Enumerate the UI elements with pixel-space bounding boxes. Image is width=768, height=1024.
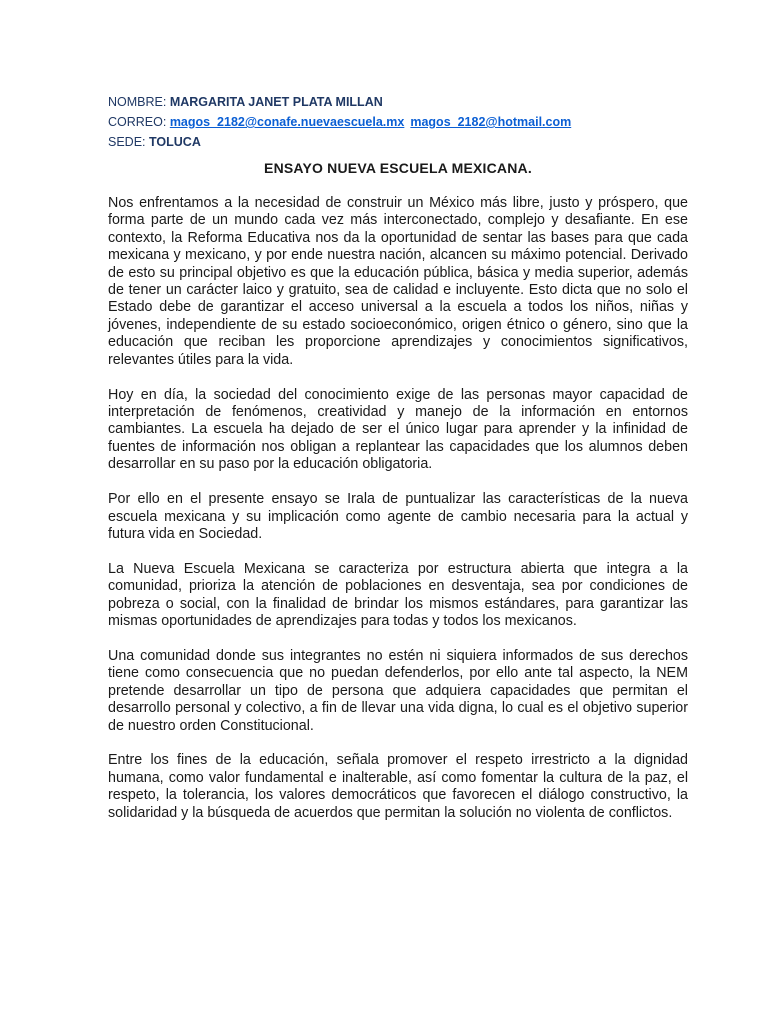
paragraph-4: La Nueva Escuela Mexicana se caracteriza por estructura abierta que integra a la comunidad, prioriza la atención de poblaciones en desventaja, sea por condiciones de pobreza o social, con la finalidad de brindar los mismos estándares, para garantizar las mismas oportunidades de aprendizajes para todas y todos los mexicanos. <box>108 560 688 630</box>
correo-label: CORREO: <box>108 115 170 129</box>
paragraph-2: Hoy en día, la sociedad del conocimiento exige de las personas mayor capacidad de interpretación de fenómenos, creatividad y manejo de la información en entornos cambiantes. La escuela ha dejado de ser el único lugar para aprender y la infinidad de fuentes de información nos obligan a replantear las capacidades que los alumnos deben desarrollar en su paso por la educación obligatoria. <box>108 386 688 473</box>
document-page <box>108 92 688 840</box>
email-link-hotmail[interactable]: magos_2182@hotmail.com <box>410 115 572 129</box>
sede-label: SEDE: <box>108 135 149 149</box>
sede-value: TOLUCA <box>149 135 201 149</box>
nombre-value: MARGARITA JANET PLATA MILLAN <box>169 95 383 109</box>
document-title: ENSAYO NUEVA ESCUELA MEXICANA. <box>264 160 532 176</box>
paragraph-6: Entre los fines de la educación, señala promover el respeto irrestricto a la dignidad humana, como valor fundamental e inalterable, así como fomentar la cultura de la paz, el respeto, la tolerancia, los valores democráticos que favorecen el diálogo constructivo, la solidaridad y la búsqueda de acuerdos que permitan la solución no violenta de conflictos. <box>108 752 688 821</box>
paragraph-5: Una comunidad donde sus integrantes no estén ni siquiera informados de sus derechos tiene como consecuencia que no puedan defenderlos, por ello ante tal aspecto, la NEM pretende desarrollar un tipo de persona que adquiera capacidades que permitan el desarrollo personal y colectivo, a fin de llevar una vida digna, lo cual es el objetivo superior de nuestro orden Constitucional. <box>108 647 688 734</box>
paragraph-3: Por ello en el presente ensayo se Irala de puntualizar las características de la nueva escuela mexicana y su implicación como agente de cambio necesaria para la actual y futura vida en Sociedad. <box>108 491 688 542</box>
correo-line <box>108 112 688 132</box>
sede-line <box>108 132 688 152</box>
email-link-conafe[interactable]: magos_2182@conafe.nuevaescuela.mx <box>169 115 405 129</box>
paragraph-1: Nos enfrentamos a la necesidad de construir un México más libre, justo y próspero, que forma parte de un mundo cada vez más interconectado, complejo y desafiante. En ese contexto, la Reforma Educativa nos da la oportunidad de sentar las bases para que cada mexicana y mexicano, y por ende nuestra nación, alcancen su máximo potencial. Derivado de esto su principal objetivo es que la educación pública, básica y media superior, además de tener un carácter laico y gratuito, sea de calidad e incluyente. Esto dicta que no solo el Estado debe de garantizar el acceso universal a la escuela a todos los niños, niñas y jóvenes, independiente de su estado socioeconómico, origen étnico o género, sino que la educación que reciban les proporcione aprendizajes y conocimientos significativos, relevantes útiles para la vida. <box>108 195 688 368</box>
nombre-line <box>108 92 688 112</box>
nombre-label: NOMBRE: <box>108 95 170 109</box>
